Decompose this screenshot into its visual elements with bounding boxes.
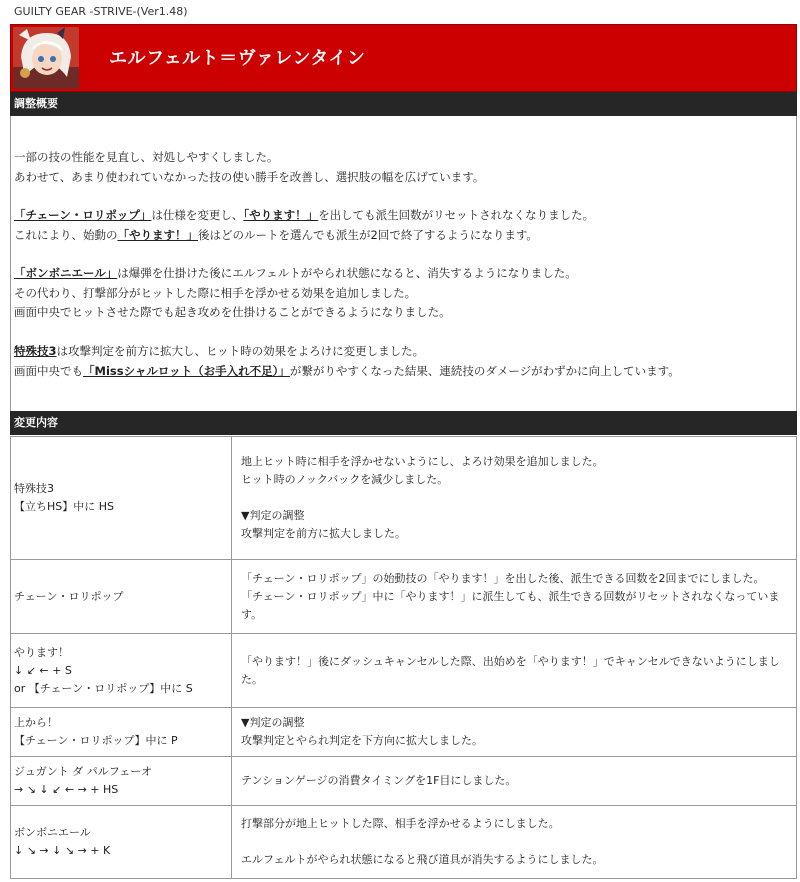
move-name: やります！ bbox=[14, 645, 69, 659]
change-text: 「チェーン・ロリポップ」の始動技の「やります！」を出した後、派生できる回数を2回までにしました。 bbox=[241, 571, 765, 585]
move-name: ジュガント ダ パルフェーオ bbox=[14, 765, 153, 778]
summary-text: あわせて、あまり使われていなかった技の使い勝手を改善し、選択肢の幅を広げています。 bbox=[14, 169, 485, 184]
table-row bbox=[11, 757, 797, 806]
summary-text: 後はどのルートを選んでも派生が2回で終了するようになります。 bbox=[198, 227, 538, 242]
highlight-miss-charlotte: 「Missシャルロット（お手入れ不足）」 bbox=[83, 363, 290, 378]
move-command: → ↘ ↓ ↙ ← → + HS bbox=[14, 783, 119, 796]
change-text: エルフェルトがやられ状態になると飛び道具が消失するようにしました。 bbox=[241, 853, 604, 866]
highlight-bonbonniere: 「ボンボニエール」 bbox=[14, 266, 118, 280]
move-name: ボンボニエール bbox=[14, 826, 91, 839]
character-portrait-icon bbox=[13, 27, 79, 89]
change-text: 「やります！」後にダッシュキャンセルした際、出始めを「やります！」でキャンセルできないようにしました。 bbox=[241, 654, 780, 686]
description-cell bbox=[232, 708, 797, 757]
summary-text: 一部の技の性能を見直し、対処しやすくしました。 bbox=[14, 150, 279, 164]
move-command: 【チェーン・ロリポップ】中に P bbox=[14, 734, 178, 747]
move-cell bbox=[11, 634, 232, 708]
table-row bbox=[11, 806, 797, 879]
table-row bbox=[11, 634, 797, 708]
move-cell bbox=[11, 806, 232, 879]
summary-text: は攻撃判定を前方に拡大し、ヒット時の効果をよろけに変更しました。 bbox=[56, 344, 425, 358]
summary-text: は仕様を変更し、 bbox=[151, 208, 244, 222]
move-command: ↓ ↘ → ↓ ↘ → + K bbox=[14, 844, 111, 857]
summary-text: は爆弾を仕掛けた後にエルフェルトがやられ状態になると、消失するようになりました。 bbox=[117, 266, 577, 280]
move-cell bbox=[11, 437, 232, 560]
change-text: 攻撃判定を前方に拡大しました。 bbox=[241, 527, 406, 540]
summary-heading: 調整概要 bbox=[10, 92, 797, 116]
description-cell bbox=[232, 437, 797, 560]
table-row bbox=[11, 708, 797, 757]
description-cell bbox=[232, 634, 797, 708]
character-banner bbox=[10, 24, 797, 92]
table-row bbox=[11, 437, 797, 560]
description-cell bbox=[232, 757, 797, 806]
changes-heading: 変更内容 bbox=[10, 411, 797, 435]
portrait-image bbox=[13, 27, 79, 89]
change-text: 地上ヒット時に相手を浮かせないようにし、よろけ効果を追加しました。 bbox=[241, 455, 604, 468]
move-command: ↓ ↙ ← + S bbox=[14, 663, 72, 677]
change-text: 「チェーン・ロリポップ」中に「やります！」に派生しても、派生できる回数がリセットされなくなっています。 bbox=[241, 589, 780, 621]
summary-paragraph-3 bbox=[14, 264, 577, 323]
move-command: or 【チェーン・ロリポップ】中に S bbox=[14, 681, 193, 695]
change-subheading: ▼判定の調整 bbox=[241, 716, 305, 729]
summary-text: これにより、始動の bbox=[14, 227, 118, 242]
description-cell bbox=[232, 806, 797, 879]
move-name: 上から！ bbox=[14, 716, 58, 729]
change-text: 攻撃判定とやられ判定を下方向に拡大しました。 bbox=[241, 734, 483, 747]
move-cell bbox=[11, 757, 232, 806]
highlight-special-move-3: 特殊技3 bbox=[14, 344, 57, 358]
summary-paragraph-4 bbox=[14, 342, 680, 381]
description-cell bbox=[232, 560, 797, 634]
summary-text: を出しても派生回数がリセットされなくなりました。 bbox=[318, 208, 595, 222]
highlight-chain-lollipop: 「チェーン・ロリポップ」 bbox=[14, 208, 152, 222]
highlight-yarimasu: 「やります！」 bbox=[117, 227, 198, 242]
summary-paragraph-1 bbox=[14, 148, 484, 187]
summary-text: その代わり、打撃部分がヒットした際に相手を浮かせる効果を追加しました。 bbox=[14, 285, 417, 300]
change-text: テンションゲージの消費タイミングを1F目にしました。 bbox=[241, 774, 517, 787]
summary-section bbox=[10, 116, 797, 411]
move-command: 【立ちHS】中に HS bbox=[14, 500, 115, 513]
move-name: チェーン・ロリポップ bbox=[14, 589, 124, 603]
move-cell bbox=[11, 708, 232, 757]
change-text: 打撃部分が地上ヒットした際、相手を浮かせるようにしました。 bbox=[241, 817, 560, 830]
character-name: エルフェルト＝ヴァレンタイン bbox=[109, 48, 366, 69]
move-name: 特殊技3 bbox=[14, 482, 54, 495]
move-cell bbox=[11, 560, 232, 634]
table-row bbox=[11, 560, 797, 634]
change-text: ヒット時のノックバックを減少しました。 bbox=[241, 473, 449, 486]
summary-text: が繋がりやすくなった結果、連続技のダメージがわずかに向上しています。 bbox=[289, 363, 680, 378]
change-subheading: ▼判定の調整 bbox=[241, 509, 305, 522]
summary-text: 画面中央でヒットさせた際でも起き攻めを仕掛けることができるようになりました。 bbox=[14, 305, 451, 319]
highlight-yarimasu: 「やります！」 bbox=[243, 208, 319, 222]
summary-text: 画面中央でも bbox=[14, 363, 83, 378]
page-header-title: GUILTY GEAR -STRIVE-(Ver1.48) bbox=[14, 5, 188, 18]
summary-paragraph-2 bbox=[14, 206, 594, 245]
changes-table bbox=[10, 436, 797, 879]
